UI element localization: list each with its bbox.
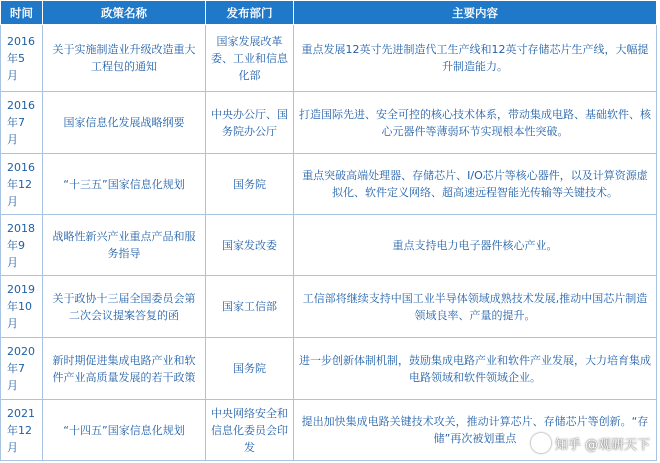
main-content-cell: 重点突破高端处理器、存储芯片、I/O芯片等核心器件，以及计算资源虚拟化、软件定义网络、超高速远程智能光传输等关键技术。 — [294, 154, 657, 215]
header-department: 发布部门 — [206, 1, 294, 25]
table-row — [1, 215, 657, 276]
main-content-cell: 提出加快集成电路关键技术攻关，推动计算芯片、存储芯片等创新。“存储”再次被划重点 — [294, 400, 657, 461]
department-cell: 国家工信部 — [206, 276, 294, 338]
department-cell: 国务院 — [206, 154, 294, 215]
policy-name-cell: 关于政协十三届全国委员会第二次会议提案答复的函 — [43, 276, 206, 338]
time-cell: 2016 年7 月 — [1, 92, 43, 154]
header-main-content: 主要内容 — [294, 1, 657, 25]
main-content-cell: 进一步创新体制机制，鼓励集成电路产业和软件产业发展，大力培育集成电路领域和软件领域企业。 — [294, 338, 657, 400]
time-cell: 2016 年5 月 — [1, 25, 43, 92]
department-cell: 国务院 — [206, 338, 294, 400]
time-cell: 2021 年12 月 — [1, 400, 43, 461]
table-row — [1, 92, 657, 154]
table-header — [1, 1, 657, 25]
main-content-cell: 重点支持电力电子器件核心产业。 — [294, 215, 657, 276]
main-content-cell: 打造国际先进、安全可控的核心技术体系，带动集成电路、基础软件、核心元器件等薄弱环节实现根本性突破。 — [294, 92, 657, 154]
department-cell: 国家发展改革委、工业和信息化部 — [206, 25, 294, 92]
header-time: 时间 — [1, 1, 43, 25]
header-policy-name: 政策名称 — [43, 1, 206, 25]
time-cell: 2019 年10 月 — [1, 276, 43, 338]
policy-name-cell: “十四五”国家信息化规划 — [43, 400, 206, 461]
department-cell: 中央网络安全和信息化委员会印发 — [206, 400, 294, 461]
zhihu-logo-icon — [531, 433, 551, 453]
time-cell: 2018 年9 月 — [1, 215, 43, 276]
watermark — [531, 433, 650, 453]
policy-name-cell: 关于实施制造业升级改造重大工程包的通知 — [43, 25, 206, 92]
watermark-text: 知乎 @观研天下 — [554, 437, 650, 453]
table-row — [1, 338, 657, 400]
policy-name-cell: 新时期促进集成电路产业和软件产业高质量发展的若干政策 — [43, 338, 206, 400]
main-content-cell: 工信部将继续支持中国工业半导体领域成熟技术发展,推动中国芯片制造领域良率、产量的提升。 — [294, 276, 657, 338]
table-row — [1, 154, 657, 215]
policy-name-cell: “十三五”国家信息化规划 — [43, 154, 206, 215]
table-row — [1, 25, 657, 92]
policy-name-cell: 国家信息化发展战略纲要 — [43, 92, 206, 154]
table-row — [1, 276, 657, 338]
time-cell: 2020 年7 月 — [1, 338, 43, 400]
time-cell: 2016 年12 月 — [1, 154, 43, 215]
department-cell: 中央办公厅、国务院办公厅 — [206, 92, 294, 154]
policy-name-cell: 战略性新兴产业重点产品和服务指导 — [43, 215, 206, 276]
main-content-cell: 重点发展12英寸先进制造代工生产线和12英寸存储芯片生产线，大幅提升制造能力。 — [294, 25, 657, 92]
department-cell: 国家发改委 — [206, 215, 294, 276]
